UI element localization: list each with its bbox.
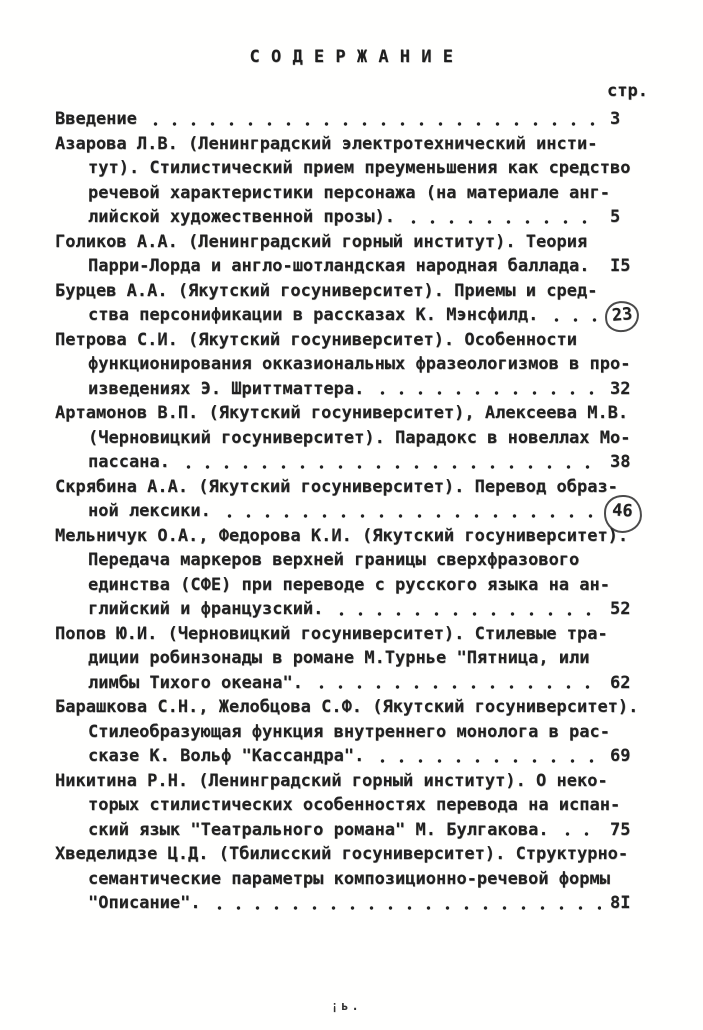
page-number: 62: [610, 672, 631, 693]
page-number: 23: [604, 300, 641, 333]
toc-line-text: Барашкова С.Н., Желобцова С.Ф. (Якутский госуниверситет).: [55, 697, 639, 717]
toc-line-text: семантические параметры композиционно-речевой формы: [88, 868, 610, 889]
toc-line-text: (Черновицкий госуниверситет). Парадокс в новеллах Мо-: [88, 427, 631, 448]
page-col: [607, 377, 653, 402]
dot-leader: [179, 465, 601, 469]
toc-line: [55, 744, 653, 769]
toc-line-text: Скрябина А.А. (Якутский госуниверситет). Перевод образ-: [55, 476, 618, 497]
toc-line: [55, 279, 653, 304]
toc-line-text: торых стилистических особенностях перевода на испан-: [88, 795, 621, 815]
toc-line-text: тут). Стилистический прием преуменьшения как средство: [88, 158, 631, 178]
dot-leader: [332, 612, 601, 616]
toc-line: [55, 671, 653, 696]
page-number: 8I: [610, 893, 631, 913]
toc-line: [55, 695, 653, 720]
toc-line-text: Парри-Лорда и англо-шотландская народная баллада.: [88, 256, 590, 276]
page-col: [607, 499, 653, 524]
toc-line: [55, 401, 653, 426]
footer-smudge-mark: ¡ь.: [331, 999, 362, 1013]
dot-leader: [373, 391, 601, 395]
toc-line: [55, 622, 653, 647]
toc-line: [55, 573, 653, 598]
page-col: [607, 303, 653, 328]
page-col: [607, 597, 653, 622]
dot-leader: [210, 906, 601, 910]
toc-line-text: ский язык "Театрального романа" М. Булгакова.: [88, 819, 549, 840]
toc-line-text: функционирования окказиональных фразеологизмов в про-: [88, 354, 631, 374]
page-number: 3: [610, 109, 621, 129]
toc-line-text: пассана.: [88, 452, 170, 472]
toc-line: [55, 132, 653, 157]
toc-line: [55, 475, 653, 500]
page-col: [607, 818, 653, 843]
toc-line: [55, 107, 653, 132]
toc-line-text: Попов Ю.И. (Черновицкий госуниверситет). Стилевые тра-: [55, 623, 608, 644]
dot-leader: [373, 759, 601, 763]
toc-line-text: диции робинзонады в романе М.Турнье "Пятница, или: [88, 648, 590, 668]
page-col: [607, 891, 653, 916]
toc-line-text: Передача маркеров верхней границы сверхфразового: [88, 550, 580, 570]
toc-line: [55, 597, 653, 622]
page-number: 75: [610, 819, 631, 840]
dot-leader: [146, 122, 601, 126]
page-col: [607, 254, 653, 279]
toc-line: [55, 867, 653, 892]
toc-line-text: лийской художественной прозы).: [88, 207, 396, 227]
toc-line: [55, 720, 653, 745]
page-title: С О Д Е Р Ж А Н И Е: [249, 47, 454, 67]
toc-line-text: Азарова Л.В. (Ленинградский электротехнический инсти-: [55, 133, 598, 154]
toc-line: [55, 181, 653, 206]
toc-line: [55, 842, 653, 867]
toc-line: [55, 646, 653, 671]
toc-line-text: Введение: [55, 109, 137, 129]
toc-line-text: "Описание".: [88, 893, 201, 913]
page-number: 52: [610, 599, 631, 619]
toc-line-text: ной лексики.: [88, 501, 211, 521]
toc-line-text: изведениях Э. Шриттматтера.: [88, 378, 365, 399]
toc-line-text: Бурцев А.А. (Якутский госуниверситет). Приемы и сред-: [55, 280, 598, 301]
toc-line: [55, 230, 653, 255]
toc-line-text: Петрова С.И. (Якутский госуниверситет). Особенности: [55, 329, 577, 350]
page-number: 46: [603, 494, 643, 533]
toc-line: [55, 450, 653, 475]
toc-line: [55, 377, 653, 402]
toc-line: [55, 769, 653, 794]
page-number: 69: [610, 746, 631, 766]
toc-line: [55, 254, 653, 279]
toc-line: [55, 352, 653, 377]
toc-line: [55, 818, 653, 843]
toc-line: [55, 303, 653, 328]
page-column-header: стр.: [607, 81, 648, 101]
page-col: [607, 107, 653, 132]
toc-line-text: Никитина Р.Н. (Ленинградский горный институт). О неко-: [55, 770, 608, 791]
toc-line-text: сказе К. Вольф "Кассандра".: [88, 746, 365, 766]
page-number: 32: [610, 378, 631, 399]
toc-line: [55, 548, 653, 573]
toc-line: [55, 499, 653, 524]
toc-line-text: единства (СФЕ) при переводе с русского языка на ан-: [88, 574, 610, 595]
page-number: 38: [610, 452, 631, 472]
toc-line: [55, 524, 653, 549]
toc-line-text: глийский и французский.: [88, 599, 324, 619]
page-number: I5: [610, 256, 631, 276]
toc-line-text: Хведелидзе Ц.Д. (Тбилисский госуниверситет). Структурно-: [55, 844, 629, 864]
dot-leader: [404, 220, 601, 224]
dot-leader: [547, 318, 601, 322]
toc-line-text: Артамонов В.П. (Якутский госуниверситет), Алексеева М.В.: [55, 403, 629, 423]
toc-line-text: лимбы Тихого океана".: [88, 672, 303, 693]
page-col: [607, 744, 653, 769]
toc-line-text: ства персонификации в рассказах К. Мэнсфилд.: [88, 305, 539, 325]
page-number: 5: [610, 207, 621, 227]
toc-line-text: Голиков А.А. (Ленинградский горный институт). Теория: [55, 231, 588, 252]
toc-list: [55, 107, 653, 916]
toc-line: [55, 205, 653, 230]
toc-line: [55, 156, 653, 181]
toc-line: [55, 891, 653, 916]
page-col: [607, 450, 653, 475]
toc-line: [55, 793, 653, 818]
dot-leader: [599, 269, 601, 273]
toc-line: [55, 426, 653, 451]
toc-line-text: Мельничук О.А., Федорова К.И. (Якутский госуниверситет).: [55, 525, 629, 546]
toc-line-text: речевой характеристики персонажа (на материале анг-: [88, 182, 610, 203]
dot-leader: [312, 685, 601, 689]
page-col: [607, 205, 653, 230]
page-col: [607, 671, 653, 696]
dot-leader: [220, 514, 601, 518]
dot-leader: [558, 832, 601, 836]
toc-line: [55, 328, 653, 353]
toc-line-text: Стилеобразующая функция внутреннего монолога в рас-: [88, 721, 610, 742]
